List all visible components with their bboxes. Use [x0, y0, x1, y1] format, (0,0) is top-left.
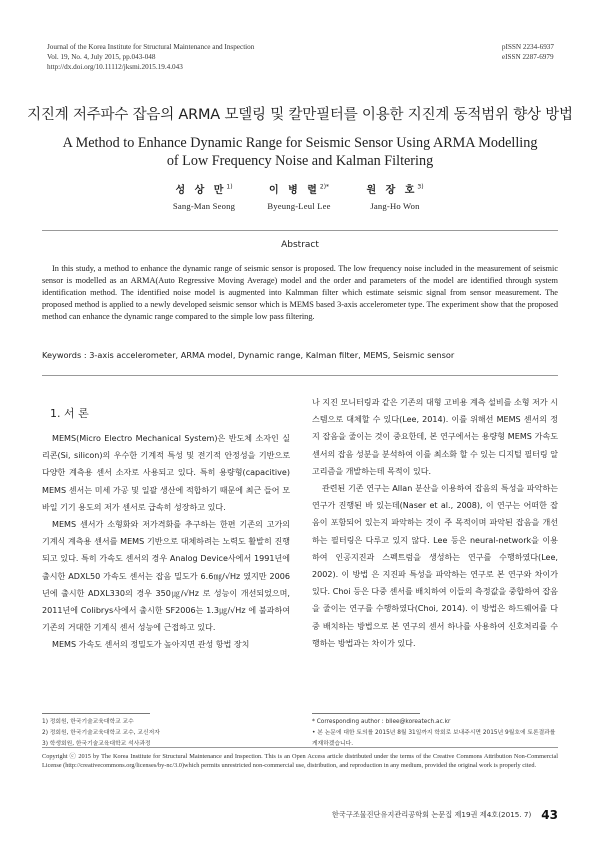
- author-affil-mark: 1): [226, 183, 233, 191]
- footnote-rule: [42, 713, 150, 714]
- paragraph: 관련된 기존 연구는 Allan 분산을 이용하여 잡음의 특성을 파악하는 연구가 진행된 바 있는데(Naser et al., 2008), 이 연구는 어떠한 잡음이 포함되어 있는지 파악하는 것이 주 목적이며 파악된 잡음을 개선하는 필터링은 다루고 있지 않다. Lee 등은 neural-network을 이용하여 인공지진과 스펙트럼을 생성하는 연구를 수행하였다(Lee, 2002). 이 방법 은 지진파 특성을 파악하는 연구로 본 연구와 차이가 있다. Choi 등은 다중 센서를 배치하여 이들의 측정값을 중합하여 잡음을 줄이는 연구를 수행하였다(Choi, 2014). 이 방법은 하드웨어를 다중 배치하는 방법으로 본 연구의 센서 하나를 사용하여 신호처리를 수행하는 방법과는 차이가 있다.: [312, 484, 558, 648]
- eissn: eISSN 2287-6979: [501, 53, 554, 61]
- keywords: Keywords : 3-axis accelerometer, ARMA model, Dynamic range, Kalman filter, MEMS, Seismic sensor: [42, 350, 455, 360]
- journal-volume: Vol. 19, No. 4, July 2015, pp.043-048: [47, 53, 156, 61]
- pissn: pISSN 2234-6937: [501, 43, 554, 51]
- footnote: • 본 논문에 대한 토의를 2015년 8월 31일까지 학회로 보내주시면 2015년 9월호에 토론결과를 게재하겠습니다.: [312, 730, 556, 747]
- abstract-bottom-rule: [42, 375, 558, 376]
- author-name-en: Byeung-Leul Lee: [267, 201, 331, 211]
- author-1: [149, 181, 259, 211]
- author-affil-mark: 2)*: [319, 183, 330, 191]
- journal-doi: http://dx.doi.org/10.11112/jksmi.2015.19.4.043: [47, 63, 183, 71]
- footer-journal: 한국구조물진단유지관리공학회 논문집 제19권 제4호(2015. 7): [331, 810, 532, 819]
- body-column-right: [312, 394, 558, 652]
- abstract-body: In this study, a method to enhance the dynamic range of seismic sensor is proposed. The low frequency noise included in the measurement of seismic sensor is modelled as an ARMA(Auto Regressive Moving Average) model and the order and parameters of the model are identified through system identification method. The identified noise model is augmented into Kalmman filter which estimate seismic signal from sensor measurement. The proposed method is applied to a newly developed seismic sensor which is MEMS based 3-axis accelerometer type. The experiment show that the proposed method can enhance the dynamic range compared to the simple low pass filtering.: [42, 264, 558, 322]
- paragraph: 나 지진 모니터링과 같은 기존의 대형 고비용 계측 설비를 소형 저가 시스템으로 대체할 수 있다(Lee, 2014). 이를 위해선 MEMS 센서의 정지 잡음을 줄이는 것이 중요한데, 본 연구에서는 용량형 MEMS 가속도 센서의 잡음 성분을 분석하여 이를 최소화 할 수 있는 디지털 필터링 알고리즘을 개발하는데 목적이 있다.: [312, 398, 558, 476]
- author-name-ko: 원 장 호: [366, 185, 418, 196]
- issn-block: [502, 42, 554, 62]
- author-affil-mark: 3): [417, 183, 424, 191]
- footnote: 1) 정회원, 한국기술교육대학교 교수: [42, 719, 134, 725]
- page-number: 43: [541, 808, 558, 822]
- author-footnotes: [42, 717, 290, 750]
- author-2: [244, 181, 354, 211]
- footnote: 3) 학생회원, 한국기술교육대학교 석사과정: [42, 741, 151, 747]
- body-column-left: [42, 430, 290, 654]
- paragraph: MEMS 가속도 센서의 정밀도가 높아지면 관성 항법 장치: [52, 640, 250, 650]
- page-footer: [332, 808, 558, 822]
- paragraph: MEMS 센서가 소형화와 저가격화를 추구하는 한편 기존의 고가의 기계식 계측용 센서를 MEMS 기반으로 대체하려는 노력도 활발히 진행되고 있다. 특히 가속도 센서의 경우 Analog Device사에서 1991년에 출시한 ADXL50 가속도 센서는 잡음 밀도가 6.6㎎/√Hz 였지만 2006년에 출시한 ADXL330의 경우 350㎍/√Hz 로 성능이 개선되었으며, 2011년에 Colibrys사에서 출시한 SF2006는 1.3㎍/√Hz 에 불과하여 기존의 거대한 기계식 센서 성능에 근접하고 있다.: [42, 520, 290, 633]
- footnote: 2) 정회원, 한국기술교육대학교 교수, 교신저자: [42, 730, 160, 736]
- copyright-notice: Copyright ⓒ 2015 by The Korea Institute for Structural Maintenance and Inspection. This is an Open Access article distributed under the terms of the Creative Commons Attribution Non-Commercial License (http://creativecommons.org/licenses/by-nc/3.0)which permits unrestricted non-commercial use, distribution, and reproduction in any medium, provided the original work is properly cited.: [42, 753, 558, 770]
- author-3: [340, 181, 450, 211]
- title-english: A Method to Enhance Dynamic Range for Seismic Sensor Using ARMA Modelling of Low Frequency Noise and Kalman Filtering: [62, 135, 538, 169]
- author-name-ko: 성 상 만: [175, 185, 227, 196]
- footnote-rule: [312, 713, 420, 714]
- title-korean: 지진계 저주파수 잡음의 ARMA 모델링 및 칼만필터를 이용한 지진계 동적범위 향상 방법: [27, 107, 573, 123]
- abstract-top-rule: [42, 230, 558, 231]
- author-name-en: Sang-Man Seong: [172, 201, 236, 211]
- paragraph: MEMS(Micro Electro Mechanical System)은 반도체 소자인 실리콘(Si, silicon)의 우수한 기계적 특성 및 전기적 안정성을 기반으로 다양한 계측용 센서 소자로 사용되고 있다. 특히 용량형(capacitive) MEMS 센서는 미세 가공 및 일괄 생산에 적합하기 때문에 최근 들어 모바일 기기 용도의 저가 센서로 급속히 성장하고 있다.: [42, 434, 290, 512]
- journal-header: [47, 42, 254, 72]
- copyright-rule: [42, 747, 558, 748]
- author-name-ko: 이 병 렬: [268, 185, 320, 196]
- abstract-heading: Abstract: [281, 240, 319, 250]
- section-title: 1. 서 론: [50, 407, 89, 420]
- correspondence-footnotes: [312, 717, 558, 750]
- journal-name: Journal of the Korea Institute for Structural Maintenance and Inspection: [47, 43, 255, 51]
- author-name-en: Jang-Ho Won: [370, 201, 420, 211]
- footnote: * Corresponding author : bllee@koreatech.ac.kr: [312, 719, 451, 725]
